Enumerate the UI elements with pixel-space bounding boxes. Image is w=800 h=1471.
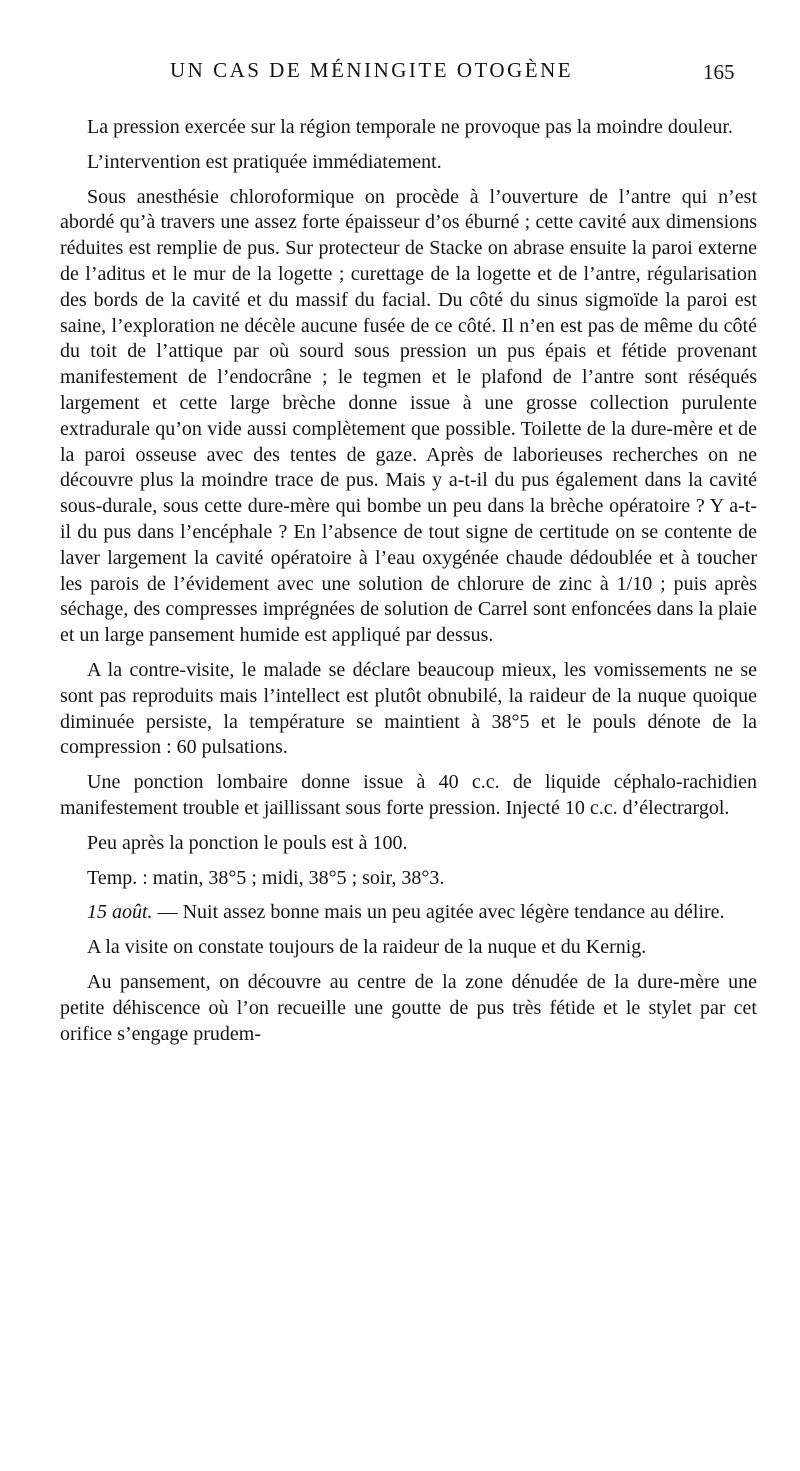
- running-title: UN CAS DE MÉNINGITE OTOGÈNE: [170, 58, 574, 82]
- paragraph-pouls: Peu après la ponction le pouls est à 100.: [87, 831, 408, 854]
- paragraph-contre-visite: A la contre-visite, le malade se déclare beaucoup mieux, les vomissements ne se sont pas reproduits mais l’intellect est plutôt obnubilé, la raideur de la nuque quoique diminuée persiste, la température se maintient à 38°5 et le pouls dénote de la compression : 60 pulsations.: [60, 658, 757, 759]
- paragraph-15-aout: [60, 900, 757, 926]
- page-number: 165: [703, 60, 735, 84]
- entry-date: 15 août.: [87, 901, 153, 924]
- paragraph-temperature: Temp. : matin, 38°5 ; midi, 38°5 ; soir, 38°3.: [87, 866, 445, 889]
- paragraph-visite: A la visite on constate toujours de la raideur de la nuque et du Kernig.: [87, 936, 647, 959]
- paragraph-pansement: Au pansement, on découvre au centre de la zone dénudée de la dure-mère une petite déhiscence où l’on recueille une goutte de pus très fétide et le stylet par cet orifice s’engage prudem-: [60, 970, 757, 1045]
- paragraph-pression: La pression exercée sur la région temporale ne provoque pas la moindre douleur.: [87, 116, 733, 138]
- paragraph-anesthesie: Sous anesthésie chloroformique on procède à l’ouverture de l’antre qui n’est abordé qu’à travers une assez forte épaisseur d’os éburné ; cette cavité aux dimensions réduites est remplie de pus. Sur protecteur de Stacke on abrase ensuite la paroi externe de l’aditus et le mur de la logette ; curettage de la logette et de l’antre, régularisation des bords de la cavité et du massif du facial. Du côté du sinus sigmoïde la paroi est saine, l’exploration ne décèle aucune fusée de ce côté. Il n’en est pas de même du côté du toit de l’attique par où sourd sous pression un pus épais et fétide provenant manifestement de l’endocrâne ; le tegmen et le plafond de l’antre sont réséqués largement et cette large brèche donne issue à une grosse collection purulente extradurale qu’on vide aussi complètement que possible. Toilette de la dure-mère et de la paroi osseuse avec des tentes de gaze. Après de laborieuses recherches on ne découvre plus la moindre trace de pus. Mais y a-t-il du pus également dans la cavité sous-durale, sous cette dure-mère qui bombe un peu dans la brèche opératoire ? Y a-t-il du pus dans l’encéphale ? En l’absence de tout signe de certitude on se contente de laver largement la cavité opératoire à l’eau oxygénée chaude dédoublée et à toucher les parois de l’évidement avec une solution de chlorure de zinc à 1/10 ; puis après séchage, des compresses imprégnées de solution de Carrel sont enfoncées dans la plaie et un large pansement humide est appliqué par dessus.: [60, 185, 757, 647]
- paragraph-ponction: Une ponction lombaire donne issue à 40 c.c. de liquide céphalo-rachidien manifestement trouble et jaillissant sous forte pression. Injecté 10 c.c. d’électrargol.: [60, 771, 757, 819]
- body-text: [60, 115, 757, 1056]
- paragraph-intervention: L’intervention est pratiquée immédiatement.: [87, 150, 442, 173]
- entry-text: — Nuit assez bonne mais un peu agitée avec légère tendance au délire.: [152, 901, 725, 924]
